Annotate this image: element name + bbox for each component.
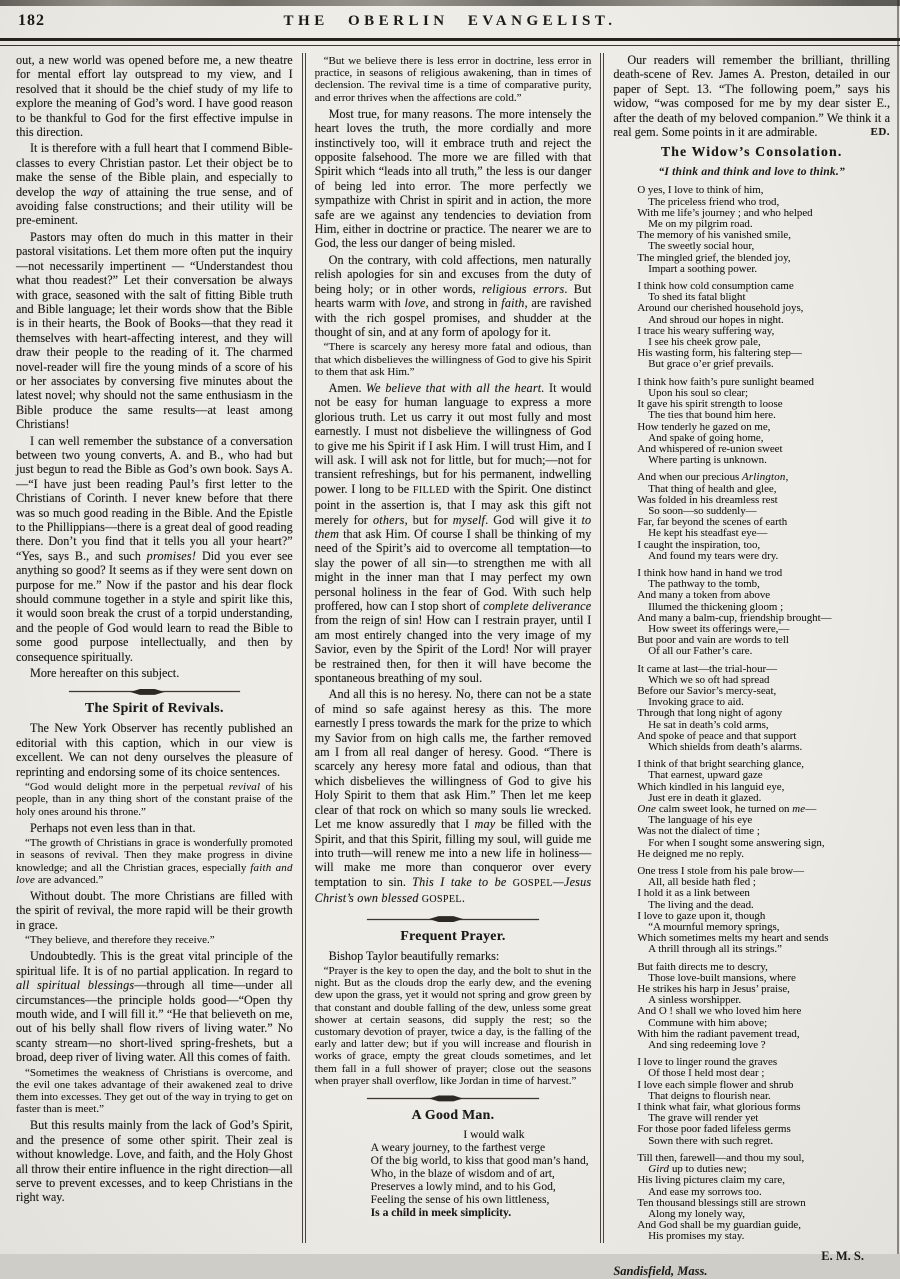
poem-stanza — [637, 962, 890, 1052]
poem-line: I trace his weary suffering way, — [637, 324, 775, 337]
poem-line: I think how faith’s pure sunlight beamed — [637, 375, 814, 388]
paragraph: out, a new world was opened before me, a new theatre for mental effort lay outspread to my view, and I resolved that it should be the chief study of my life to explore the meaning of God’s word. I have good reason to be thankful to God for the first effective impulse in this direction. — [16, 53, 293, 140]
poem-line: The sweetly social hour, — [637, 240, 755, 253]
divider-diamond-icon — [429, 1095, 463, 1102]
masthead-double-rule — [0, 38, 900, 46]
poem-line: Around our cherished household joys, — [637, 302, 804, 315]
paragraph: On the contrary, with cold affections, men naturally relish apologies for sin and excuses from the duty of being holy; or in other words, religious errors. But hearts warm with love, and strong in faith, are ravished with the rich gospel promises, and shudder at the thought of sin, and at any form of apology for it. — [314, 252, 592, 339]
poem-line: Sown there with such regret. — [637, 1134, 774, 1147]
poem-line: He kept his steadfast eye— — [637, 527, 768, 540]
paragraph: And all this is no heresy. No, there can not be a state of mind so safe against heresy as this. The more earnestly I press towards the mark for the prize to which my Savior from on high calls me, the farther removed am I from all real danger of heresy. Good. “There is scarcely any heresy more fatal and odious, than that which disbelieves the willingness of God to give his Holy Spirit to them that ask Him.” Then let me keep clear of that rock on which so many souls lie wrecked. Let me know assuredly that I may be filled with the Spirit, and that this Spirit, filling my soul, will guide me into truth—will renew me into a new life in holiness—will make me more than conqueror over every temptation to sin. This I take to be GOSPEL—Jesus Christ’s own blessed GOSPEL. — [314, 687, 592, 906]
column-2 — [315, 53, 592, 1249]
poem — [371, 1128, 592, 1219]
poem-line: I caught the inspiration, too, — [637, 538, 761, 551]
column-divider — [600, 53, 604, 1243]
poem-line: A thrill through all its strings.” — [637, 943, 782, 956]
poem-line: O yes, I love to think of him, — [637, 184, 764, 197]
poem-line: And spake of going home, — [637, 431, 764, 444]
poem-line: Of those I held most dear ; — [637, 1067, 765, 1080]
section-divider-ornament — [367, 1094, 539, 1102]
poem-line: Before our Savior’s mercy-seat, — [637, 684, 777, 697]
poem-stanza — [371, 1128, 592, 1219]
quoted-extract: “There is scarcely any heresy more fatal and odious, than that which disbelieves the willingness of God to give his Spirit to them that ask Him.” — [314, 341, 592, 378]
poem-line: And whispered of re-union sweet — [637, 442, 783, 455]
page-number: 182 — [18, 12, 45, 29]
poem-line: Of all our Father’s care. — [637, 645, 753, 658]
place-dateline: Sandisfield, Mass. — [613, 1263, 708, 1278]
poem-line: Gird up to duties new; — [648, 1163, 747, 1176]
paragraph: The New York Observer has recently published an editorial with this caption, which in our view is excellent. We can not deny ourselves the pleasure of reprinting and endorsing some of its choice sentences. — [16, 721, 293, 779]
quoted-extract: “But we believe there is less error in doctrine, less error in practice, in seasons of religious awakening, than in times of declension. The revival time is a time of comparative purity, and error thrives when the affections are cold.” — [314, 55, 592, 104]
poem-line: I would walk — [370, 1127, 525, 1141]
divider-diamond-icon — [429, 916, 463, 923]
poem-line: I think how cold consumption came — [637, 280, 794, 293]
poem-line: How tenderly he gazed on me, — [637, 420, 771, 433]
poem-line: Those love-built mansions, where — [637, 971, 796, 984]
poem-stanza — [637, 185, 890, 275]
poem-line: Invoking grace to aid. — [637, 696, 744, 709]
poem-line: I love to linger round the graves — [637, 1056, 778, 1069]
poem-line: Which kindled in his languid eye, — [637, 780, 785, 793]
poem-line: A weary journey, to the farthest verge — [370, 1140, 546, 1154]
poem-stanza — [637, 1057, 890, 1147]
paragraph: Our readers will remember the brilliant, thrilling death-scene of Rev. James A. Preston, detailed in our paper of Sept. 13. “The following poem,” says his widow, “was composed for me by my dear sister E., after the death of my beloved companion.” We think it a real gem. Some points in it are admirable. ED. — [613, 53, 891, 140]
masthead-title: THE OBERLIN EVANGELIST. — [283, 13, 617, 29]
poem-line: For when I sought some answering sign, — [637, 836, 825, 849]
poem-line: All, all beside hath fled ; — [637, 876, 756, 889]
poem-line: Preserves a lowly mind, and to his God, — [370, 1179, 556, 1193]
poem — [637, 185, 890, 1242]
poem-stanza — [637, 568, 890, 658]
poem-line: I think of that bright searching glance, — [637, 758, 804, 771]
poem-line: And God shall be my guardian guide, — [637, 1219, 801, 1232]
poem-line: I think what fair, what glorious forms — [637, 1101, 801, 1114]
poem-line: It came at last—the trial-hour— — [637, 662, 778, 675]
poem-line: And O ! shall we who loved him here — [637, 1005, 802, 1018]
page-header — [0, 9, 900, 36]
poem-line: I think how hand in hand we trod — [637, 566, 783, 579]
poem-line: Through that long night of agony — [637, 707, 783, 720]
poem-line: I see his cheek grow pale, — [637, 336, 761, 349]
poem-line: To shed its fatal blight — [637, 291, 746, 304]
paragraph: But this results mainly from the lack of God’s Spirit, and the presence of some other spirit. Their zeal is without knowledge. Love, and faith, and the Holy Ghost all throw their entire influence in the right direction—all serve to prevent excesses, and to keep Christians in the right way. — [16, 1118, 293, 1205]
poem-line: That deigns to flourish near. — [637, 1089, 771, 1102]
poem-stanza — [637, 1153, 890, 1243]
column-divider — [302, 53, 306, 1243]
poem-line: “A mournful memory springs, — [637, 921, 780, 934]
poem-line: Impart a soothing power. — [637, 262, 758, 275]
poem-stanza — [637, 664, 890, 754]
poem-line: I love each simple flower and shrub — [637, 1078, 794, 1091]
poem-line: Was not the dialect of time ; — [637, 825, 760, 838]
poem-stanza — [637, 759, 890, 860]
poem-line: I love to gaze upon it, though — [637, 909, 766, 922]
poem-line: Me on my pilgrim road. — [637, 218, 753, 231]
poem-stanza — [637, 472, 890, 562]
divider-diamond-icon — [130, 688, 164, 695]
poem-stanza — [637, 866, 890, 956]
paragraph: Most true, for many reasons. The more intensely the heart loves the truth, the more cordially and more instinctively too, will it embrace truth and reject the opposite falsehood. The more we are filled with that Spirit which “leads into all truth,” the less is our danger of being led into error. The more perfectly we sympathize with Christ in spirit and in action, the more safe are we against any tendencies to deviation from Him, either in doctrine or practice. The nearer we are to God, the less our danger of being misled. — [314, 106, 592, 251]
poem-line: And spoke of peace and that support — [637, 729, 797, 742]
poem-line: Which shields from death’s alarms. — [637, 740, 803, 753]
paragraph: Perhaps not even less than in that. — [30, 820, 196, 835]
poem-line: I hold it as a link between — [637, 887, 750, 900]
poem-line: Which sometimes melts my heart and sends — [637, 932, 829, 945]
poem-line: His promises my stay. — [637, 1230, 745, 1243]
poem-line: And found my tears were dry. — [637, 549, 779, 562]
article-heading: The Spirit of Revivals. — [84, 700, 224, 716]
poem-line: With me life’s journey ; and who helped — [637, 206, 813, 219]
paragraph: It is therefore with a full heart that I commend Bible-classes to every Christian pastor. Let their object be to make the sense of the Bible plain, and especially to develop the way of attaining the true sense, and of avoiding false constructions; and their utility will be pre-eminent. — [16, 141, 293, 228]
poem-line: Feeling the sense of his own littleness, — [370, 1192, 550, 1206]
poem-line: The ties that bound him here. — [637, 409, 776, 422]
scan-edge-artifact — [0, 0, 900, 6]
poem-line: And when our precious Arlington, — [637, 471, 789, 484]
poem-line: And ease my sorrows too. — [637, 1185, 762, 1198]
poem-line: So soon—so suddenly— — [637, 504, 757, 517]
poem-line: And shroud our hopes in night. — [637, 313, 784, 326]
quoted-extract: “The growth of Christians in grace is wonderfully promoted in seasons of revival. Then they make progress in divine knowledge; and all the Christian graces, especially faith and love are advanced.” — [16, 837, 293, 886]
column-3 — [613, 53, 891, 1278]
poem-line: Where parting is unknown. — [637, 454, 767, 467]
poem-epigraph: “I think and think and love to think.” — [658, 165, 845, 179]
paragraph: I can well remember the substance of a conversation between two young converts, A. and B., who had but just begun to read the Bible as God’s own book. Says A.—“I have just been reading Paul’s first letter to the Christians of Corinth. I never knew before that there was so much good reading in the Bible. And the Epistle to the Phillippians—there is a great deal of good reading there. Don’t you find that it tells you all your heart?” “Yes, says B., and such promises! Did you ever see anything so good? It seems as if they were sent down on purpose for me.” Now if the pastor and his dear flock should commune together in a style and spirit like this, it would soon break the crust of a torpid understanding, and the people of God would learn to read the Bible to some good purpose intellectually, and then by consequence spiritually. — [16, 433, 293, 664]
poem-line: A sinless worshipper. — [637, 994, 742, 1007]
poem-line: And many a balm-cup, friendship brought— — [637, 611, 832, 624]
poem-line: The mingled grief, the blended joy, — [637, 251, 791, 264]
poem-line: That thing of health and glee, — [637, 482, 777, 495]
editor-initials: ED. — [870, 126, 891, 139]
poem-line: It gave his spirit strength to loose — [637, 398, 783, 411]
poem-line: Was folded in his dreamless rest — [637, 493, 778, 506]
section-divider-ornament — [69, 687, 241, 695]
poem-line: But grace o’er grief prevails. — [637, 358, 774, 371]
poem-line: And sing redeeming love ? — [637, 1039, 766, 1052]
poem-line: How sweet its offerings were,— — [637, 622, 790, 635]
poem-stanza — [637, 377, 890, 467]
quoted-extract: “They believe, and therefore they receive.” — [25, 934, 215, 947]
poem-line: And many a token from above — [637, 589, 771, 602]
poem-line: Who, in the blaze of wisdom and of art, — [370, 1166, 555, 1180]
quoted-extract: “Sometimes the weakness of Christians is overcome, and the evil one takes advantage of their awakened zeal to drive them into excesses. They get out of the way in trying to get on faster than is meet.” — [16, 1066, 293, 1116]
column-1 — [16, 53, 293, 1249]
poem-line: Along my lonely way, — [637, 1207, 745, 1220]
poem-line: But poor and vain are words to tell — [637, 634, 789, 647]
section-divider-ornament — [367, 915, 539, 923]
poem-line: But faith directs me to descry, — [637, 960, 768, 973]
quoted-extract: “God would delight more in the perpetual revival of his people, than in any thing short of the constant praise of the holy ones around his throne.” — [16, 781, 293, 818]
paragraph: Pastors may often do much in this matter in their pastoral visitations. Let them more often put the inquiry—not necessarily impertinent — “Understandest thou what thou readest?” Let their conversation be always with grace, seasoned with the salt of fitting Bible truth and Bible language; let their words show that the Bible is in their hearts, the Book of Books—that they read it themselves with heart-affecting interest, and they will draw their people to the reading of it. The charmed novel-reader will fire the young minds of a score of his or her associates by conversing five minutes about the latest novel; why should not the same enthusiasm in the Bible produce the same results—at least among Christians! — [16, 229, 293, 432]
columns-container — [0, 46, 900, 1278]
poem-line: Just ere in death it glazed. — [637, 791, 762, 804]
poem-line: Commune with him above; — [637, 1016, 768, 1029]
paragraph: More hereafter on this subject. — [30, 666, 180, 681]
poem-line: The priceless friend who trod, — [637, 195, 780, 208]
article-heading: The Widow’s Consolation. — [660, 144, 843, 160]
poem-line: One calm sweet look, he turned on me— — [637, 803, 817, 815]
paragraph: Undoubtedly. This is the great vital principle of the spiritual life. It is of no partial application. In regard to all spiritual blessings—through all time—under all circumstances—the principle holds good—“Open thy mouth wide, and I will fill it.” “He that believeth on me, out of his belly shall flow rivers of living water.” No scanty stream—no short-lived spring-freshets, but a broad, deep river of living water. All this comes of faith. — [16, 949, 293, 1065]
poem-line: Ten thousand blessings still are strown — [637, 1196, 806, 1209]
poem-line: With him the radiant pavement tread, — [637, 1027, 800, 1040]
poem-stanza — [637, 281, 890, 371]
paragraph: Without doubt. The more Christians are filled with the spirit of revival, the more rapid will be their growth in grace. — [16, 888, 293, 932]
poem-line: Till then, farewell—and thou my soul, — [637, 1151, 805, 1164]
poem-line: The pathway to the tomb, — [637, 578, 760, 591]
paragraph: Amen. We believe that with all the heart. It would not be easy for human language to express a more glorious truth. Let us carry it out most fully and most earnestly. I must not disbelieve the willingness of God to give me his Spirit if I ask Him. I will trust Him, and I will ask. I will ask not for little, but for much;—not for transient refreshings, but for his permanent, indwelling power. I long to be FILLED with the Spirit. One distinct point in the assertion is, that I may ask this gift not merely for others, but for myself. God will give it to them that ask Him. Of course I shall be thinking of my need of the Spirit’s aid to overcome all temptation—to slay the power of all sin—to strengthen me with all might in the inner man that I may perfect my own personal holiness in the fear of God. With such help proffered, how can I stop short of complete deliverance from the reign of sin! How can I restrain prayer, until I am most entirely changed into the very image of my Savior, even by the Spirit of the Lord! Nor will prayer be restrained then, for then it will have become the spontaneous breathing of my soul. — [314, 380, 592, 686]
poem-line: That earnest, upward gaze — [637, 769, 763, 782]
author-initials: E. M. S. — [821, 1248, 865, 1263]
poem-line: Is a child in meek simplicity. — [370, 1205, 512, 1219]
poem-line: Illumed the thickening gloom ; — [637, 600, 784, 613]
article-heading: Frequent Prayer. — [400, 927, 506, 943]
poem-line: His wasting form, his faltering step— — [637, 347, 802, 360]
paragraph: Bishop Taylor beautifully remarks: — [328, 948, 500, 963]
poem-line: His living pictures claim my care, — [637, 1174, 785, 1187]
poem-line: Which we so oft had spread — [637, 673, 770, 686]
poem-line: He sat in death’s cold arms, — [637, 718, 769, 731]
poem-line: Far, far beyond the scenes of earth — [637, 516, 788, 529]
poem-line: The grave will render yet — [637, 1112, 759, 1125]
quoted-extract: “Prayer is the key to open the day, and the bolt to shut in the night. But as the clouds drop the early dew, and the evening dew upon the grass, yet it would not spring and grow green by that constant and double falling of the dew, unless some great shower at certain seasons, did supply the rest; so the customary devotion of prayer, twice a day, is the falling of the early and latter dew; but if you will increase and flourish in works of grace, empty the great clouds sometimes, and let them fall in a full shower of prayer; close out the seasons when prayer shall overflow, like Jordan in time of harvest.” — [314, 964, 592, 1087]
poem-line: One tress I stole from his pale brow— — [637, 865, 804, 878]
poem-line: The language of his eye — [637, 814, 753, 827]
poem-line: He deigned me no reply. — [637, 847, 744, 860]
article-heading: A Good Man. — [411, 1106, 495, 1122]
poem-line: The memory of his vanished smile, — [637, 229, 791, 242]
poem-line: Upon his soul so clear; — [637, 386, 749, 399]
poem-line: For those poor faded lifeless germs — [637, 1123, 791, 1136]
poem-line: Of the big world, to kiss that good man’s hand, — [370, 1153, 589, 1167]
poem-line: The living and the dead. — [637, 898, 754, 911]
poem-line: He strikes his harp in Jesus’ praise, — [637, 983, 790, 996]
